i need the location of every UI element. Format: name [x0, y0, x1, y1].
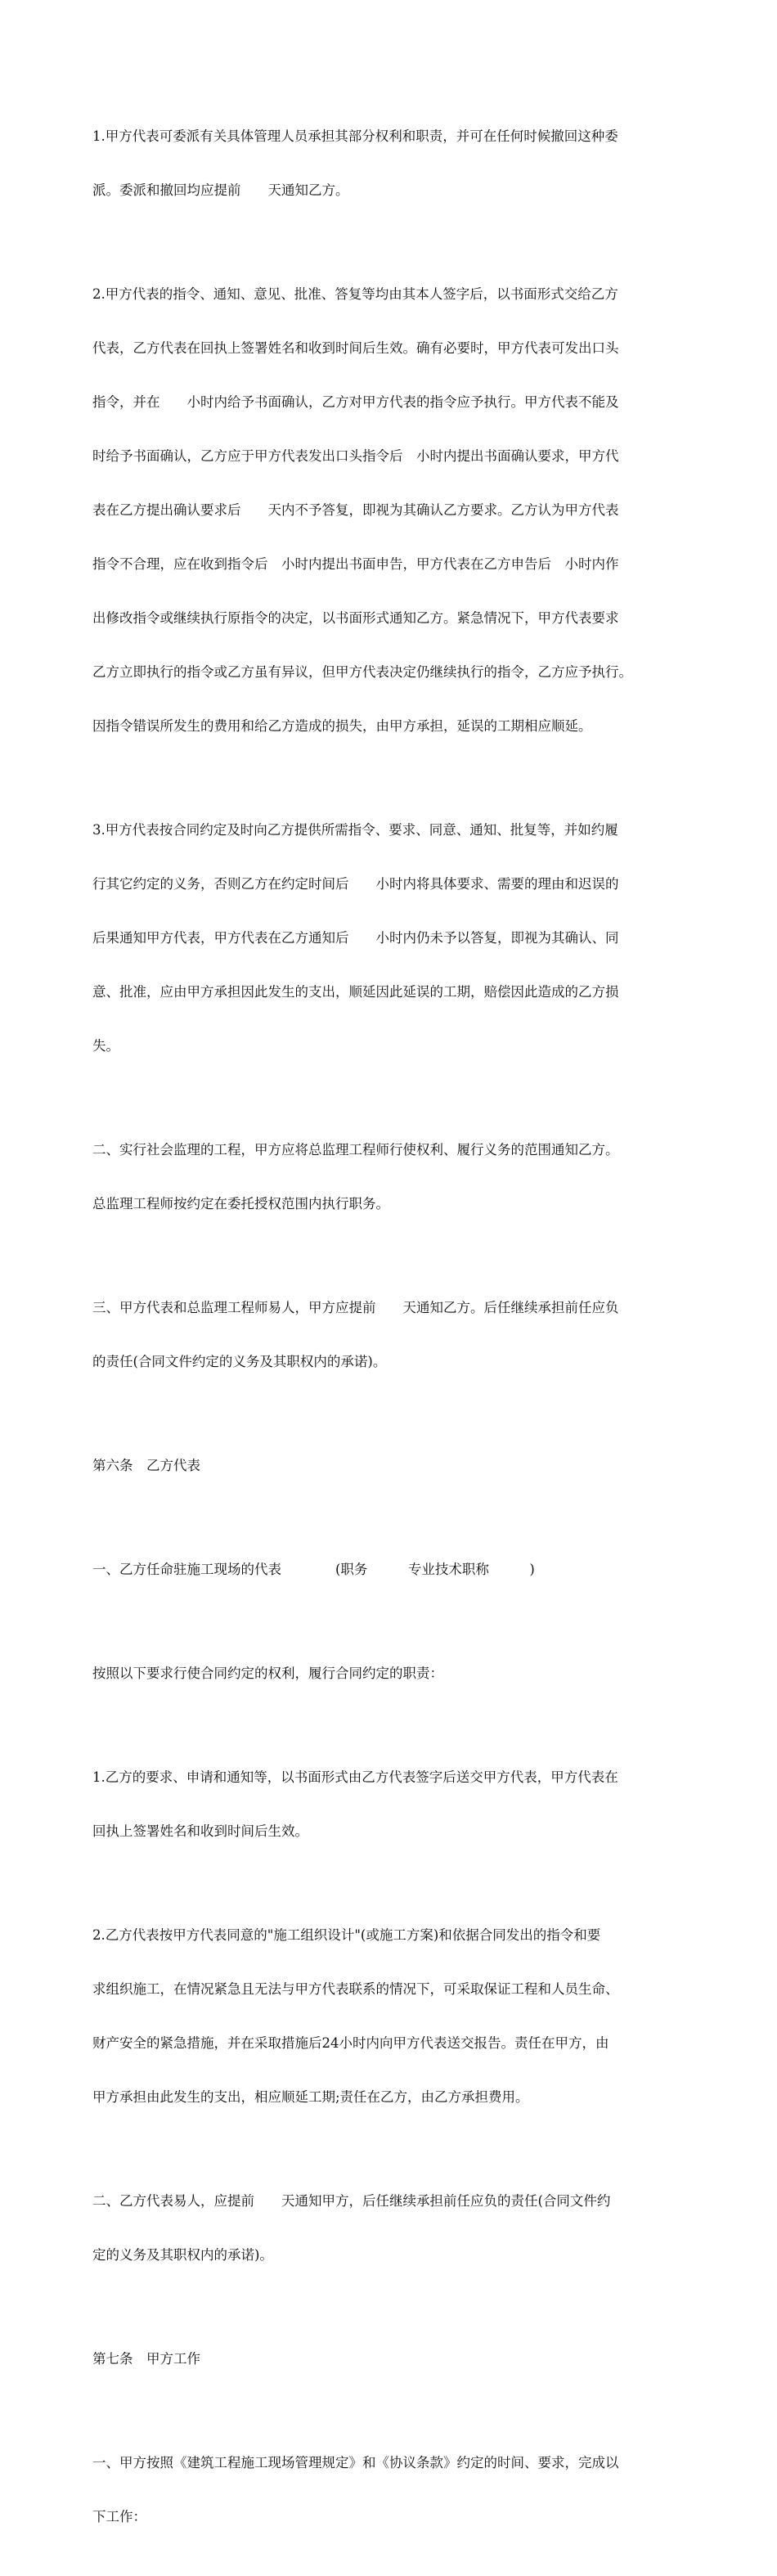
text-line: 定的义务及其职权内的承诺)。 [92, 2247, 273, 2263]
text-line: 行其它约定的义务，否则乙方在约定时间后 小时内将具体要求、需要的理由和迟误的 [92, 876, 619, 892]
text-line: 一、乙方任命驻施工现场的代表 (职务 专业技术职称 ) [92, 1562, 535, 1577]
text-line: 二、实行社会监理的工程，甲方应将总监理工程师行使权利、履行义务的范围通知乙方。 [92, 1142, 619, 1158]
text-line: 因指令错误所发生的费用和给乙方造成的损失，由甲方承担，延误的工期相应顺延。 [92, 718, 592, 734]
text-line: 1.甲方代表可委派有关具体管理人员承担其部分权利和职责，并可在任何时候撤回这种委 [92, 128, 618, 144]
text-line: 一、甲方按照《建筑工程施工现场管理规定》和《协议条款》约定的时间、要求，完成以 [92, 2455, 619, 2470]
text-line: 按照以下要求行使合同约定的权利，履行合同约定的职责： [92, 1666, 443, 1681]
text-line: 后果通知甲方代表，甲方代表在乙方通知后 小时内仍未予以答复，即视为其确认、同 [92, 930, 619, 946]
text-line: 意、批准，应由甲方承担因此发生的支出，顺延因此延误的工期，赔偿因此造成的乙方损 [92, 984, 619, 1000]
paragraph-1 [92, 92, 702, 236]
text-line: 失。 [92, 1038, 119, 1054]
section-heading-article-6 [92, 1421, 702, 1511]
paragraph-8 [92, 1733, 702, 1877]
paragraph-9 [92, 1890, 702, 2142]
text-line: 2.乙方代表按甲方代表同意的"施工组织设计"(或施工方案)和依据合同发出的指令和要 [92, 1927, 601, 1943]
text-line: 求组织施工，在情况紧急且无法与甲方代表联系的情况下，可采取保证工程和人员生命、 [92, 1981, 619, 1997]
heading-text: 第七条 甲方工作 [92, 2351, 200, 2367]
text-line: 指令不合理，应在收到指令后 小时内提出书面申告，甲方代表在乙方申告后 小时内作 [92, 556, 619, 572]
paragraph-3 [92, 785, 702, 1091]
paragraph-5 [92, 1263, 702, 1407]
text-line: 表在乙方提出确认要求后 天内不予答复，即视为其确认乙方要求。乙方认为甲方代表 [92, 502, 619, 518]
paragraph-2 [92, 250, 702, 771]
text-line: 1.乙方的要求、申请和通知等，以书面形式由乙方代表签字后送交甲方代表，甲方代表在 [92, 1769, 618, 1785]
document-page [92, 92, 702, 2576]
section-heading-article-7 [92, 2314, 702, 2404]
text-line: 总监理工程师按约定在委托授权范围内执行职务。 [92, 1196, 389, 1212]
paragraph-6 [92, 1525, 702, 1615]
text-line: 三、甲方代表和总监理工程师易人，甲方应提前 天通知乙方。后任继续承担前任应负 [92, 1300, 619, 1315]
text-line: 指令，并在 小时内给予书面确认，乙方对甲方代表的指令应予执行。甲方代表不能及 [92, 394, 619, 410]
text-line: 2.甲方代表的指令、通知、意见、批准、答复等均由其本人签字后，以书面形式交给乙方 [92, 286, 618, 302]
text-line: 财产安全的紧急措施，并在采取措施后24小时内向甲方代表送交报告。责任在甲方，由 [92, 2035, 609, 2051]
paragraph-7 [92, 1629, 702, 1719]
text-line: 时给予书面确认，乙方应于甲方代表发出口头指令后 小时内提出书面确认要求，甲方代 [92, 448, 619, 464]
paragraph-11 [92, 2418, 702, 2562]
text-line: 出修改指令或继续执行原指令的决定，以书面形式通知乙方。紧急情况下，甲方代表要求 [92, 610, 619, 626]
text-line: 下工作： [92, 2509, 146, 2524]
text-line: 甲方承担由此发生的支出，相应顺延工期;责任在乙方，由乙方承担费用。 [92, 2089, 529, 2105]
heading-text: 第六条 乙方代表 [92, 1458, 200, 1473]
text-line: 派。委派和撤回均应提前 天通知乙方。 [92, 182, 349, 198]
paragraph-4 [92, 1105, 702, 1249]
text-line: 二、乙方代表易人，应提前 天通知甲方，后任继续承担前任应负的责任(合同文件约 [92, 2193, 611, 2209]
text-line: 的责任(合同文件约定的义务及其职权内的承诺)。 [92, 1354, 387, 1369]
text-line: 代表，乙方代表在回执上签署姓名和收到时间后生效。确有必要时，甲方代表可发出口头 [92, 340, 619, 356]
text-line: 3.甲方代表按合同约定及时向乙方提供所需指令、要求、同意、通知、批复等，并如约履 [92, 822, 618, 838]
text-line: 乙方立即执行的指令或乙方虽有异议，但甲方代表决定仍继续执行的指令，乙方应予执行。 [92, 664, 632, 680]
paragraph-10 [92, 2156, 702, 2300]
text-line: 回执上签署姓名和收到时间后生效。 [92, 1823, 308, 1839]
